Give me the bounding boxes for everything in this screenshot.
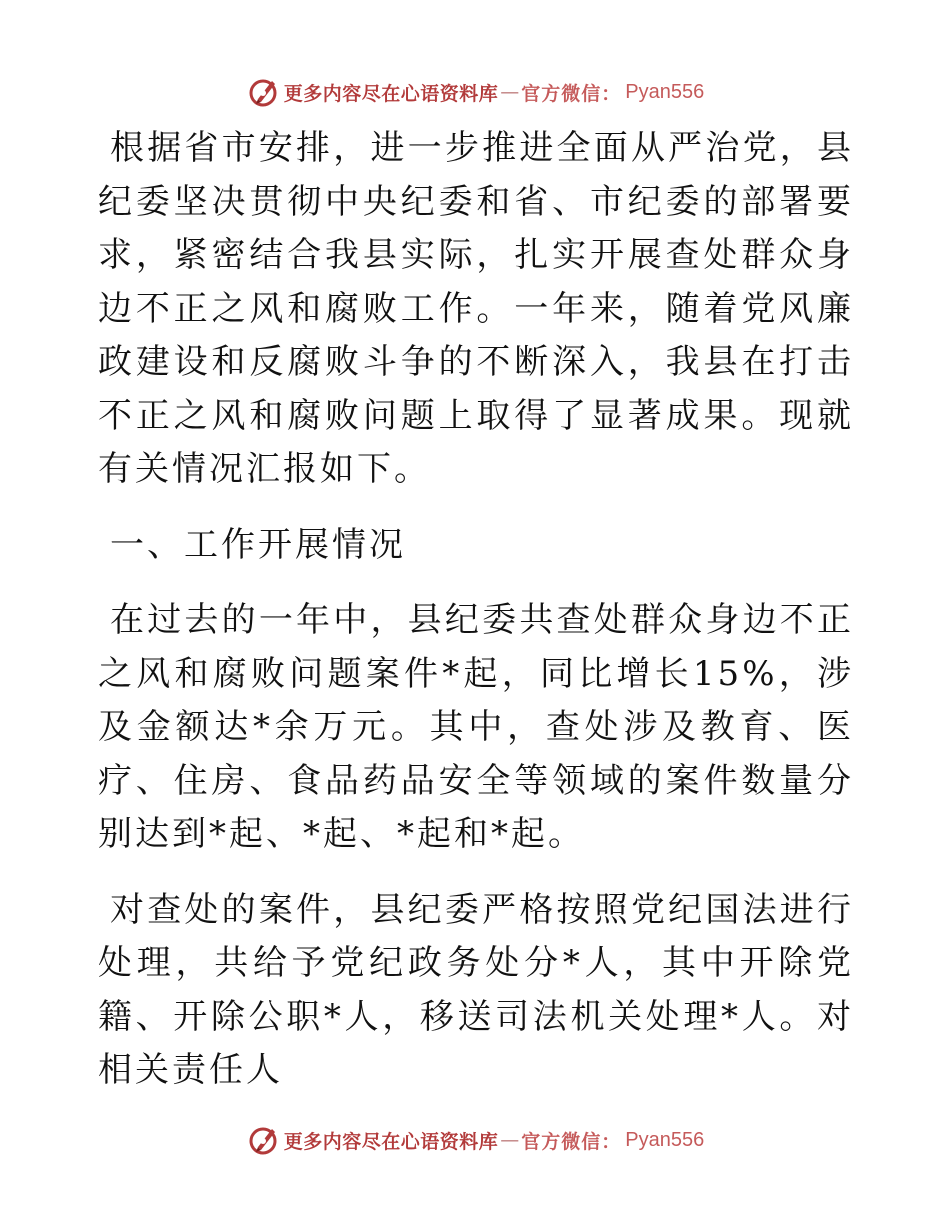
header-wechat-id: Pyan556 bbox=[625, 80, 705, 103]
paragraph-handling: 对查处的案件，县纪委严格按照党纪国法进行处理，共给予党纪政务处分*人，其中开除党籍、开除公职*人，移送司法机关处理*人。对相关责任人 bbox=[98, 889, 854, 1090]
pen-nib-logo-icon bbox=[246, 1123, 280, 1157]
footer-banner-text: 更多内容尽在心语资料库 bbox=[283, 1130, 499, 1153]
header-banner-dash: — bbox=[500, 81, 520, 103]
footer-wechat-label: 官方微信： bbox=[521, 1130, 622, 1153]
paragraph-intro: 根据省市安排，进一步推进全面从严治党，县纪委坚决贯彻中央纪委和省、市纪委的部署要求，紧密结合我县实际，扎实开展查处群众身边不正之风和腐败工作。一年来，随着党风廉政建设和反腐败斗争的不断深入，我县在打击不正之风和腐败问题上取得了显著成果。现就有关情况汇报如下。 bbox=[98, 128, 854, 489]
paragraph-cases: 在过去的一年中，县纪委共查处群众身边不正之风和腐败问题案件*起，同比增长15%，涉及金额达*余万元。其中，查处涉及教育、医疗、住房、食品药品安全等领域的案件数量分别达到*起、*起、*起和*起。 bbox=[98, 600, 854, 854]
header-banner-text: 更多内容尽在心语资料库 bbox=[283, 82, 499, 105]
footer-wechat-id: Pyan556 bbox=[625, 1128, 705, 1151]
footer-banner-dash: — bbox=[500, 1129, 520, 1151]
footer-banner bbox=[0, 1120, 950, 1160]
header-banner bbox=[0, 72, 950, 112]
pen-nib-logo-icon bbox=[246, 75, 280, 109]
document-body bbox=[98, 122, 854, 1120]
header-wechat-label: 官方微信： bbox=[521, 82, 622, 105]
section-heading: 一、工作开展情况 bbox=[110, 524, 406, 565]
